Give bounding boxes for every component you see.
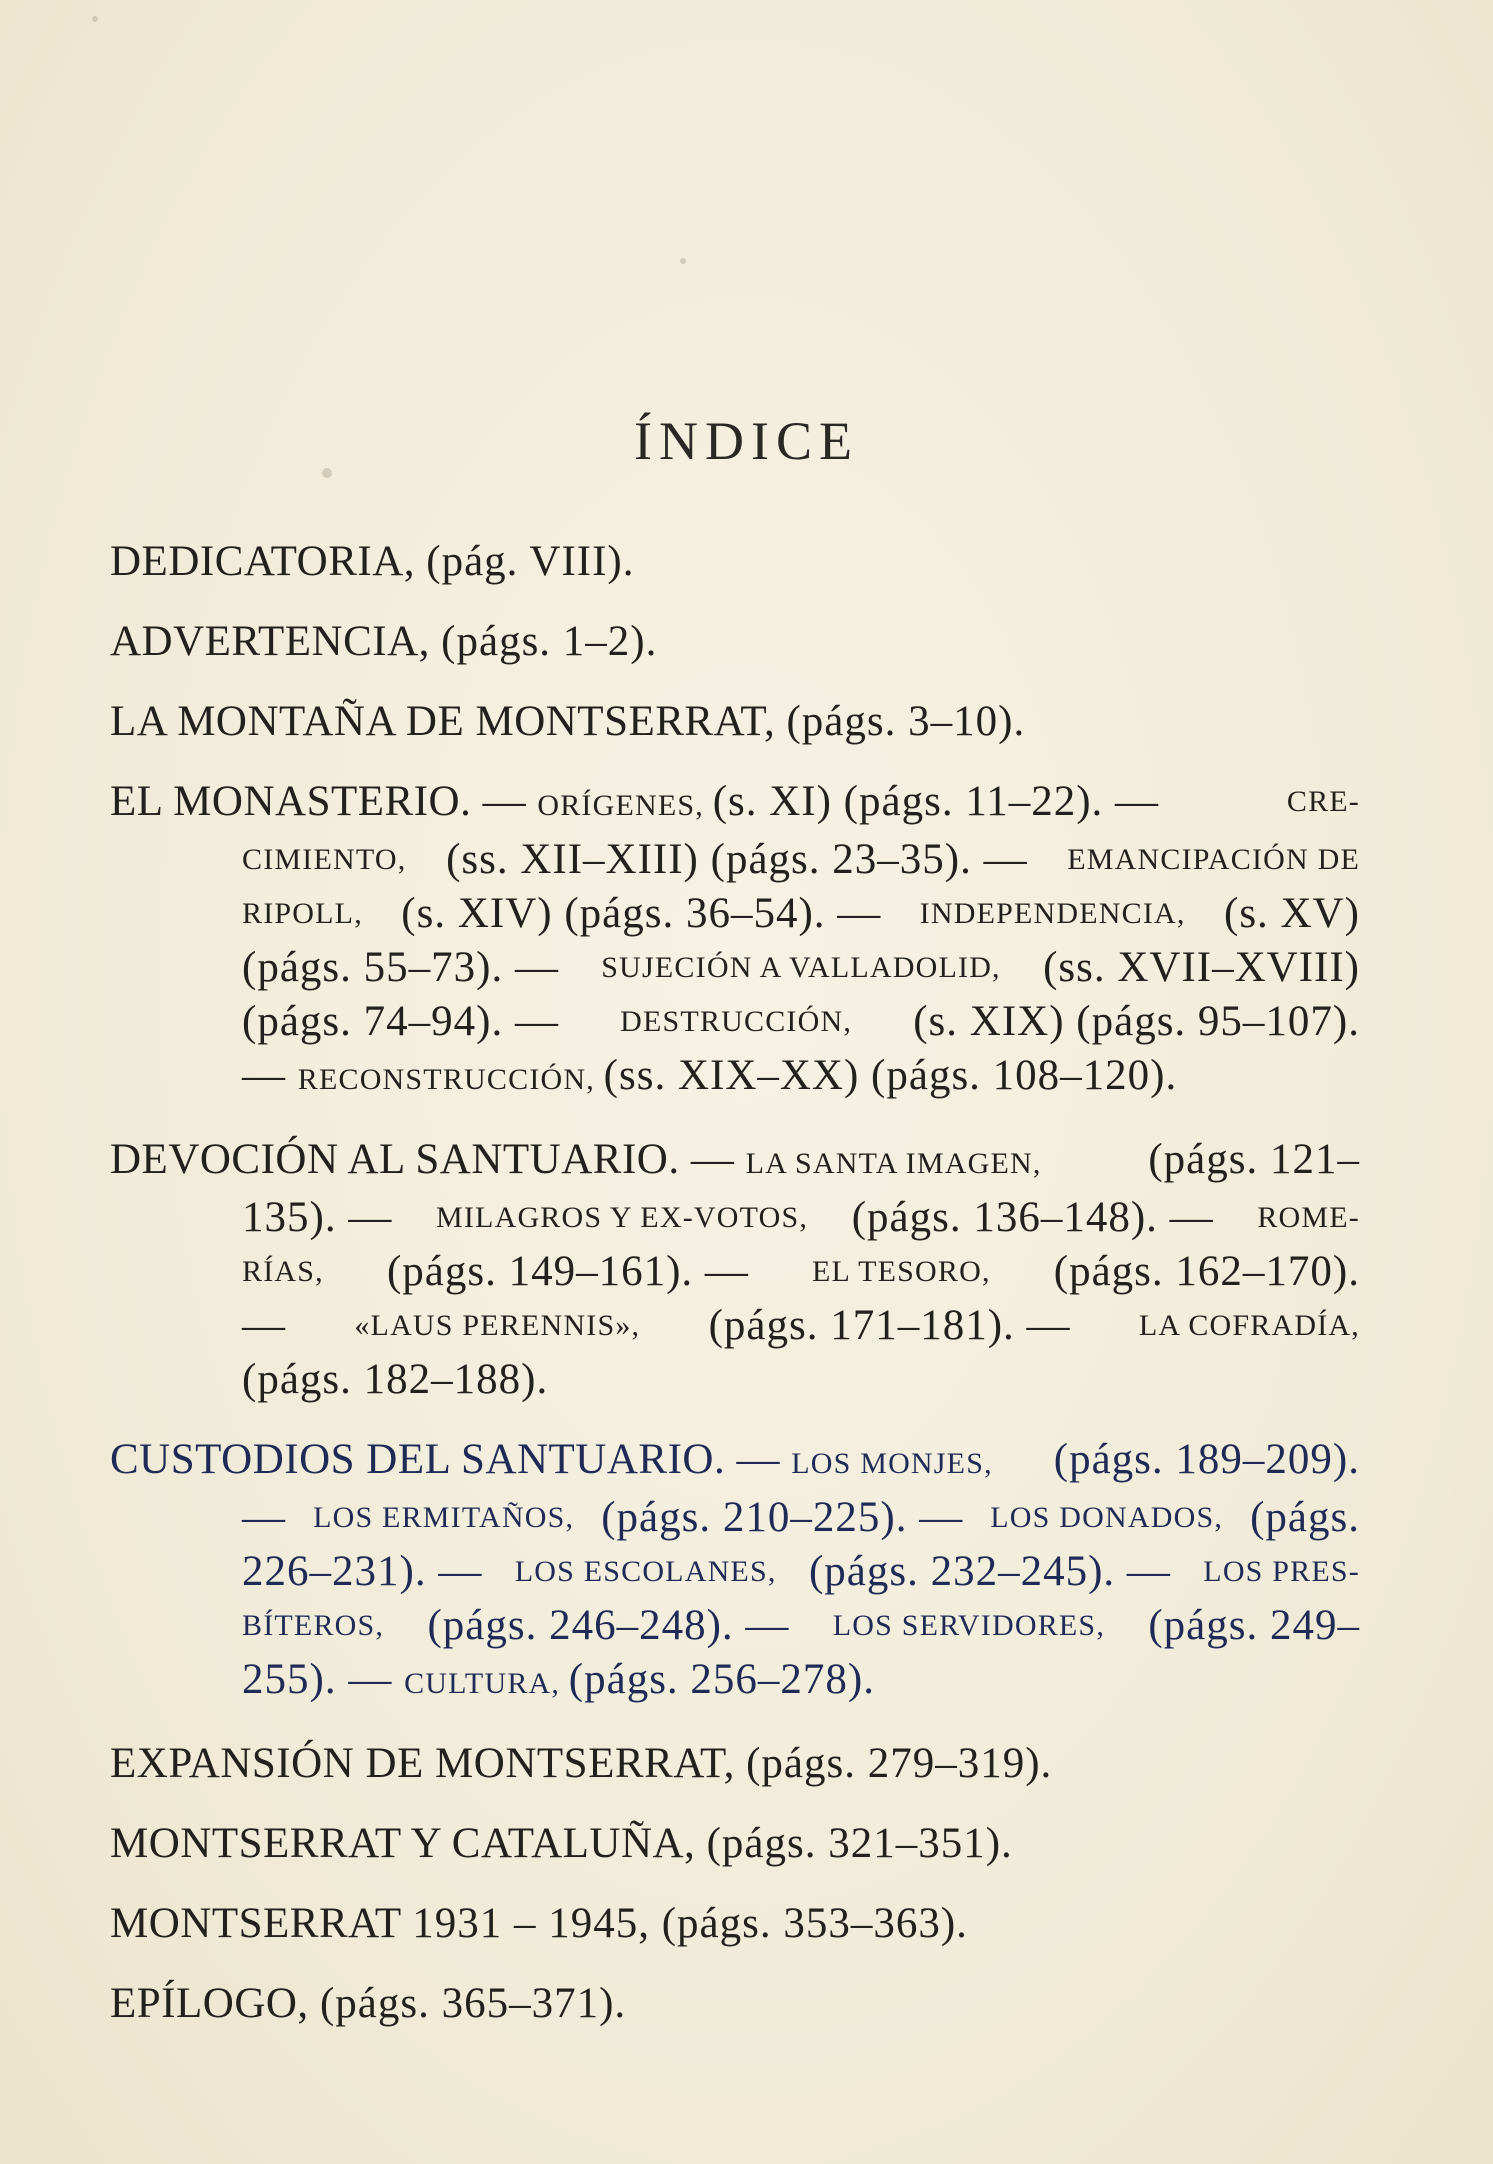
toc-entry-montserrat-cataluna: MONTSERRAT Y CATALUÑA, (págs. 321–351).	[110, 1820, 1013, 1867]
table-of-contents	[110, 535, 1360, 2057]
ink-spot	[92, 16, 98, 22]
toc-entry-expansion: EXPANSIÓN DE MONTSERRAT, (págs. 279–319).	[110, 1740, 1053, 1787]
toc-entry-la-montana: LA MONTAÑA DE MONTSERRAT, (págs. 3–10).	[110, 698, 1026, 745]
toc-entry-advertencia: ADVERTENCIA, (págs. 1–2).	[110, 618, 658, 665]
ink-spot	[680, 258, 686, 264]
toc-entry-custodios: CUSTODIOS DEL SANTUARIO. — LOS MONJES, (págs. 189–209). — LOS ERMITAÑOS, (págs. 210–225). — LOS DONADOS, (págs. 226–231). — LOS ESCOLANES, (págs. 232–245). — LOS PRES- BÍTEROS, (págs. 246–248). — LOS SERVIDORES, (págs. 249– 255). — CULTURA, (págs. 256–278).	[110, 1436, 1360, 1703]
toc-entry-dedicatoria: DEDICATORIA, (pág. VIII).	[110, 538, 635, 585]
page-title: ÍNDICE	[634, 411, 859, 471]
toc-entry-el-monasterio: EL MONASTERIO. — ORÍGENES, (s. XI) (págs. 11–22). — CRE- CIMIENTO, (ss. XII–XIII) (págs. 23–35). — EMANCIPACIÓN DE RIPOLL, (s. XIV) (págs. 36–54). — INDEPENDENCIA, (s. XV) (págs. 55–73). — SUJECIÓN A VALLADOLID, (ss. XVII–XVIII) (págs. 74–94). — DESTRUCCIÓN, (s. XIX) (págs. 95–107). — RECONSTRUCCIÓN, (ss. XIX–XX) (págs. 108–120).	[110, 778, 1360, 1099]
toc-entry-devocion: DEVOCIÓN AL SANTUARIO. — LA SANTA IMAGEN, (págs. 121– 135). — MILAGROS Y EX-VOTOS, (págs. 136–148). — ROME- RÍAS, (págs. 149–161). — EL TESORO, (págs. 162–170). — «LAUS PERENNIS», (págs. 171–181). — LA COFRADÍA, (págs. 182–188).	[110, 1136, 1360, 1403]
toc-entry-epilogo: EPÍLOGO, (págs. 365–371).	[110, 1980, 627, 2027]
toc-entry-montserrat-1931: MONTSERRAT 1931 – 1945, (págs. 353–363).	[110, 1900, 968, 1947]
